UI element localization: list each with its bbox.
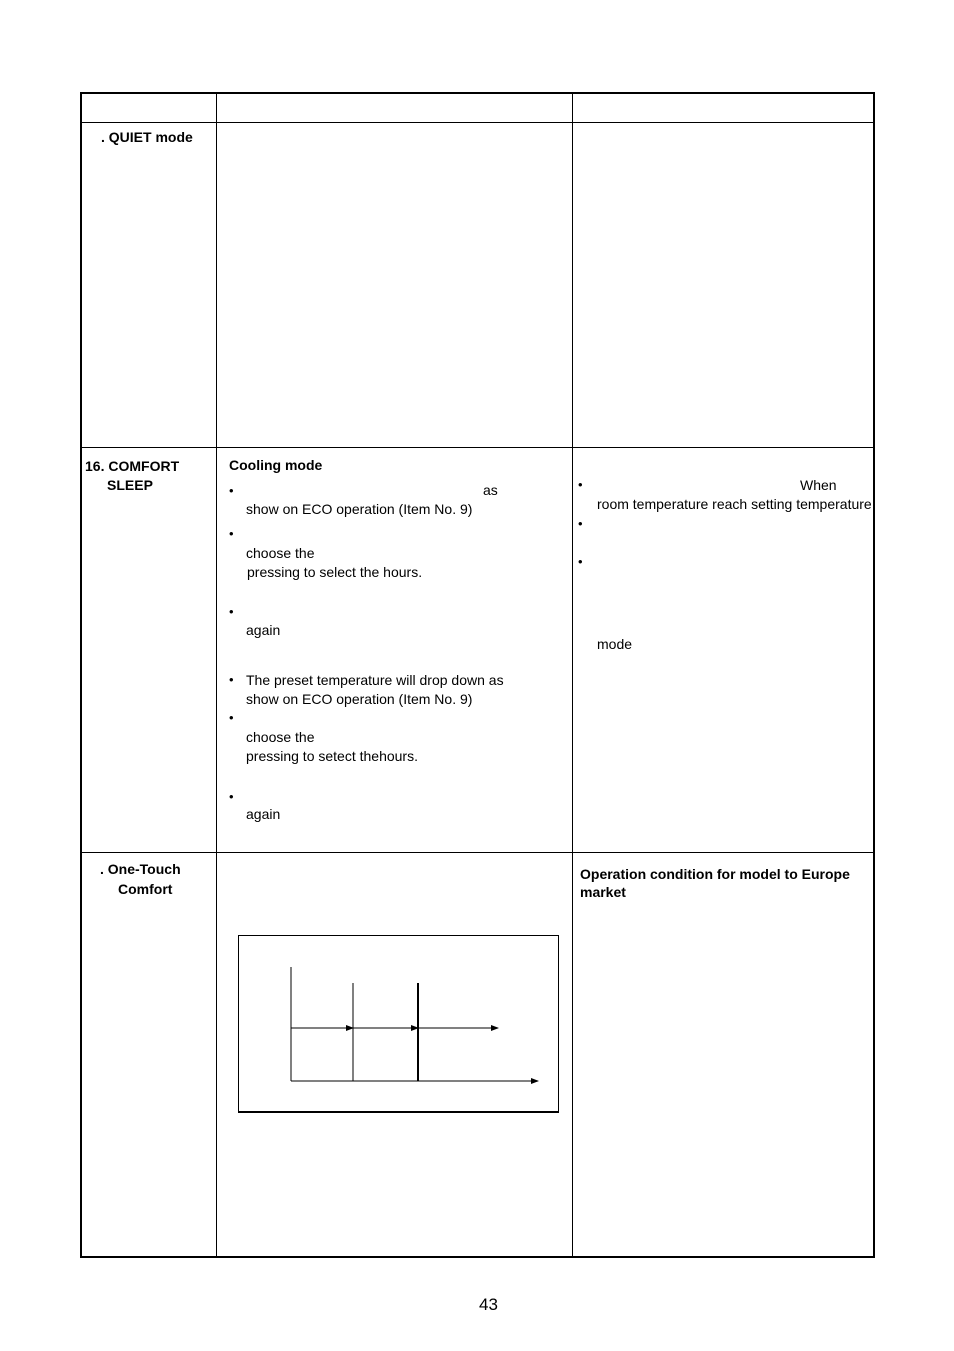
bullet-icon: • bbox=[578, 554, 583, 569]
text-again-2: again bbox=[246, 806, 281, 822]
text-pressing-1: pressing to select the hours. bbox=[247, 564, 423, 580]
row-divider-comfort-sleep bbox=[80, 852, 875, 853]
operation-condition-line2: market bbox=[580, 884, 626, 900]
operation-condition-line1: Operation condition for model to Europe bbox=[580, 866, 850, 882]
text-as: as bbox=[483, 482, 498, 498]
text-pressing-2: pressing to setect thehours. bbox=[246, 748, 418, 764]
bullet-icon: • bbox=[578, 516, 583, 531]
text-choose-1: choose the bbox=[246, 545, 315, 561]
comfort-sleep-label-line1: 16. COMFORT bbox=[85, 458, 180, 474]
text-mode: mode bbox=[597, 636, 633, 652]
comfort-sleep-label-line2: SLEEP bbox=[107, 477, 153, 493]
text-show-eco-2: show on ECO operation (Item No. 9) bbox=[246, 691, 473, 707]
column-divider-2 bbox=[572, 92, 573, 1258]
bullet-icon: • bbox=[229, 526, 234, 541]
bullet-icon: • bbox=[229, 789, 234, 804]
one-touch-label-line1: . One-Touch bbox=[100, 861, 181, 877]
bullet-icon: • bbox=[578, 477, 583, 492]
quiet-mode-label: . QUIET mode bbox=[101, 129, 193, 145]
header-row-divider bbox=[80, 122, 875, 123]
text-preset-temperature: The preset temperature will drop down as bbox=[246, 672, 504, 688]
bullet-icon: • bbox=[229, 483, 234, 498]
timing-diagram bbox=[238, 935, 559, 1113]
cooling-mode-heading: Cooling mode bbox=[229, 457, 323, 473]
text-room-temperature: room temperature reach setting temperature bbox=[597, 496, 872, 512]
row-divider-quiet bbox=[80, 447, 875, 448]
text-choose-2: choose the bbox=[246, 729, 315, 745]
text-again-1: again bbox=[246, 622, 281, 638]
text-show-eco-1: show on ECO operation (Item No. 9) bbox=[246, 501, 473, 517]
one-touch-label-line2: Comfort bbox=[118, 881, 173, 897]
bullet-icon: • bbox=[229, 672, 234, 687]
column-divider-1 bbox=[216, 92, 217, 1258]
text-when: When bbox=[800, 477, 837, 493]
bullet-icon: • bbox=[229, 604, 234, 619]
page-number: 43 bbox=[479, 1295, 498, 1314]
bullet-icon: • bbox=[229, 710, 234, 725]
